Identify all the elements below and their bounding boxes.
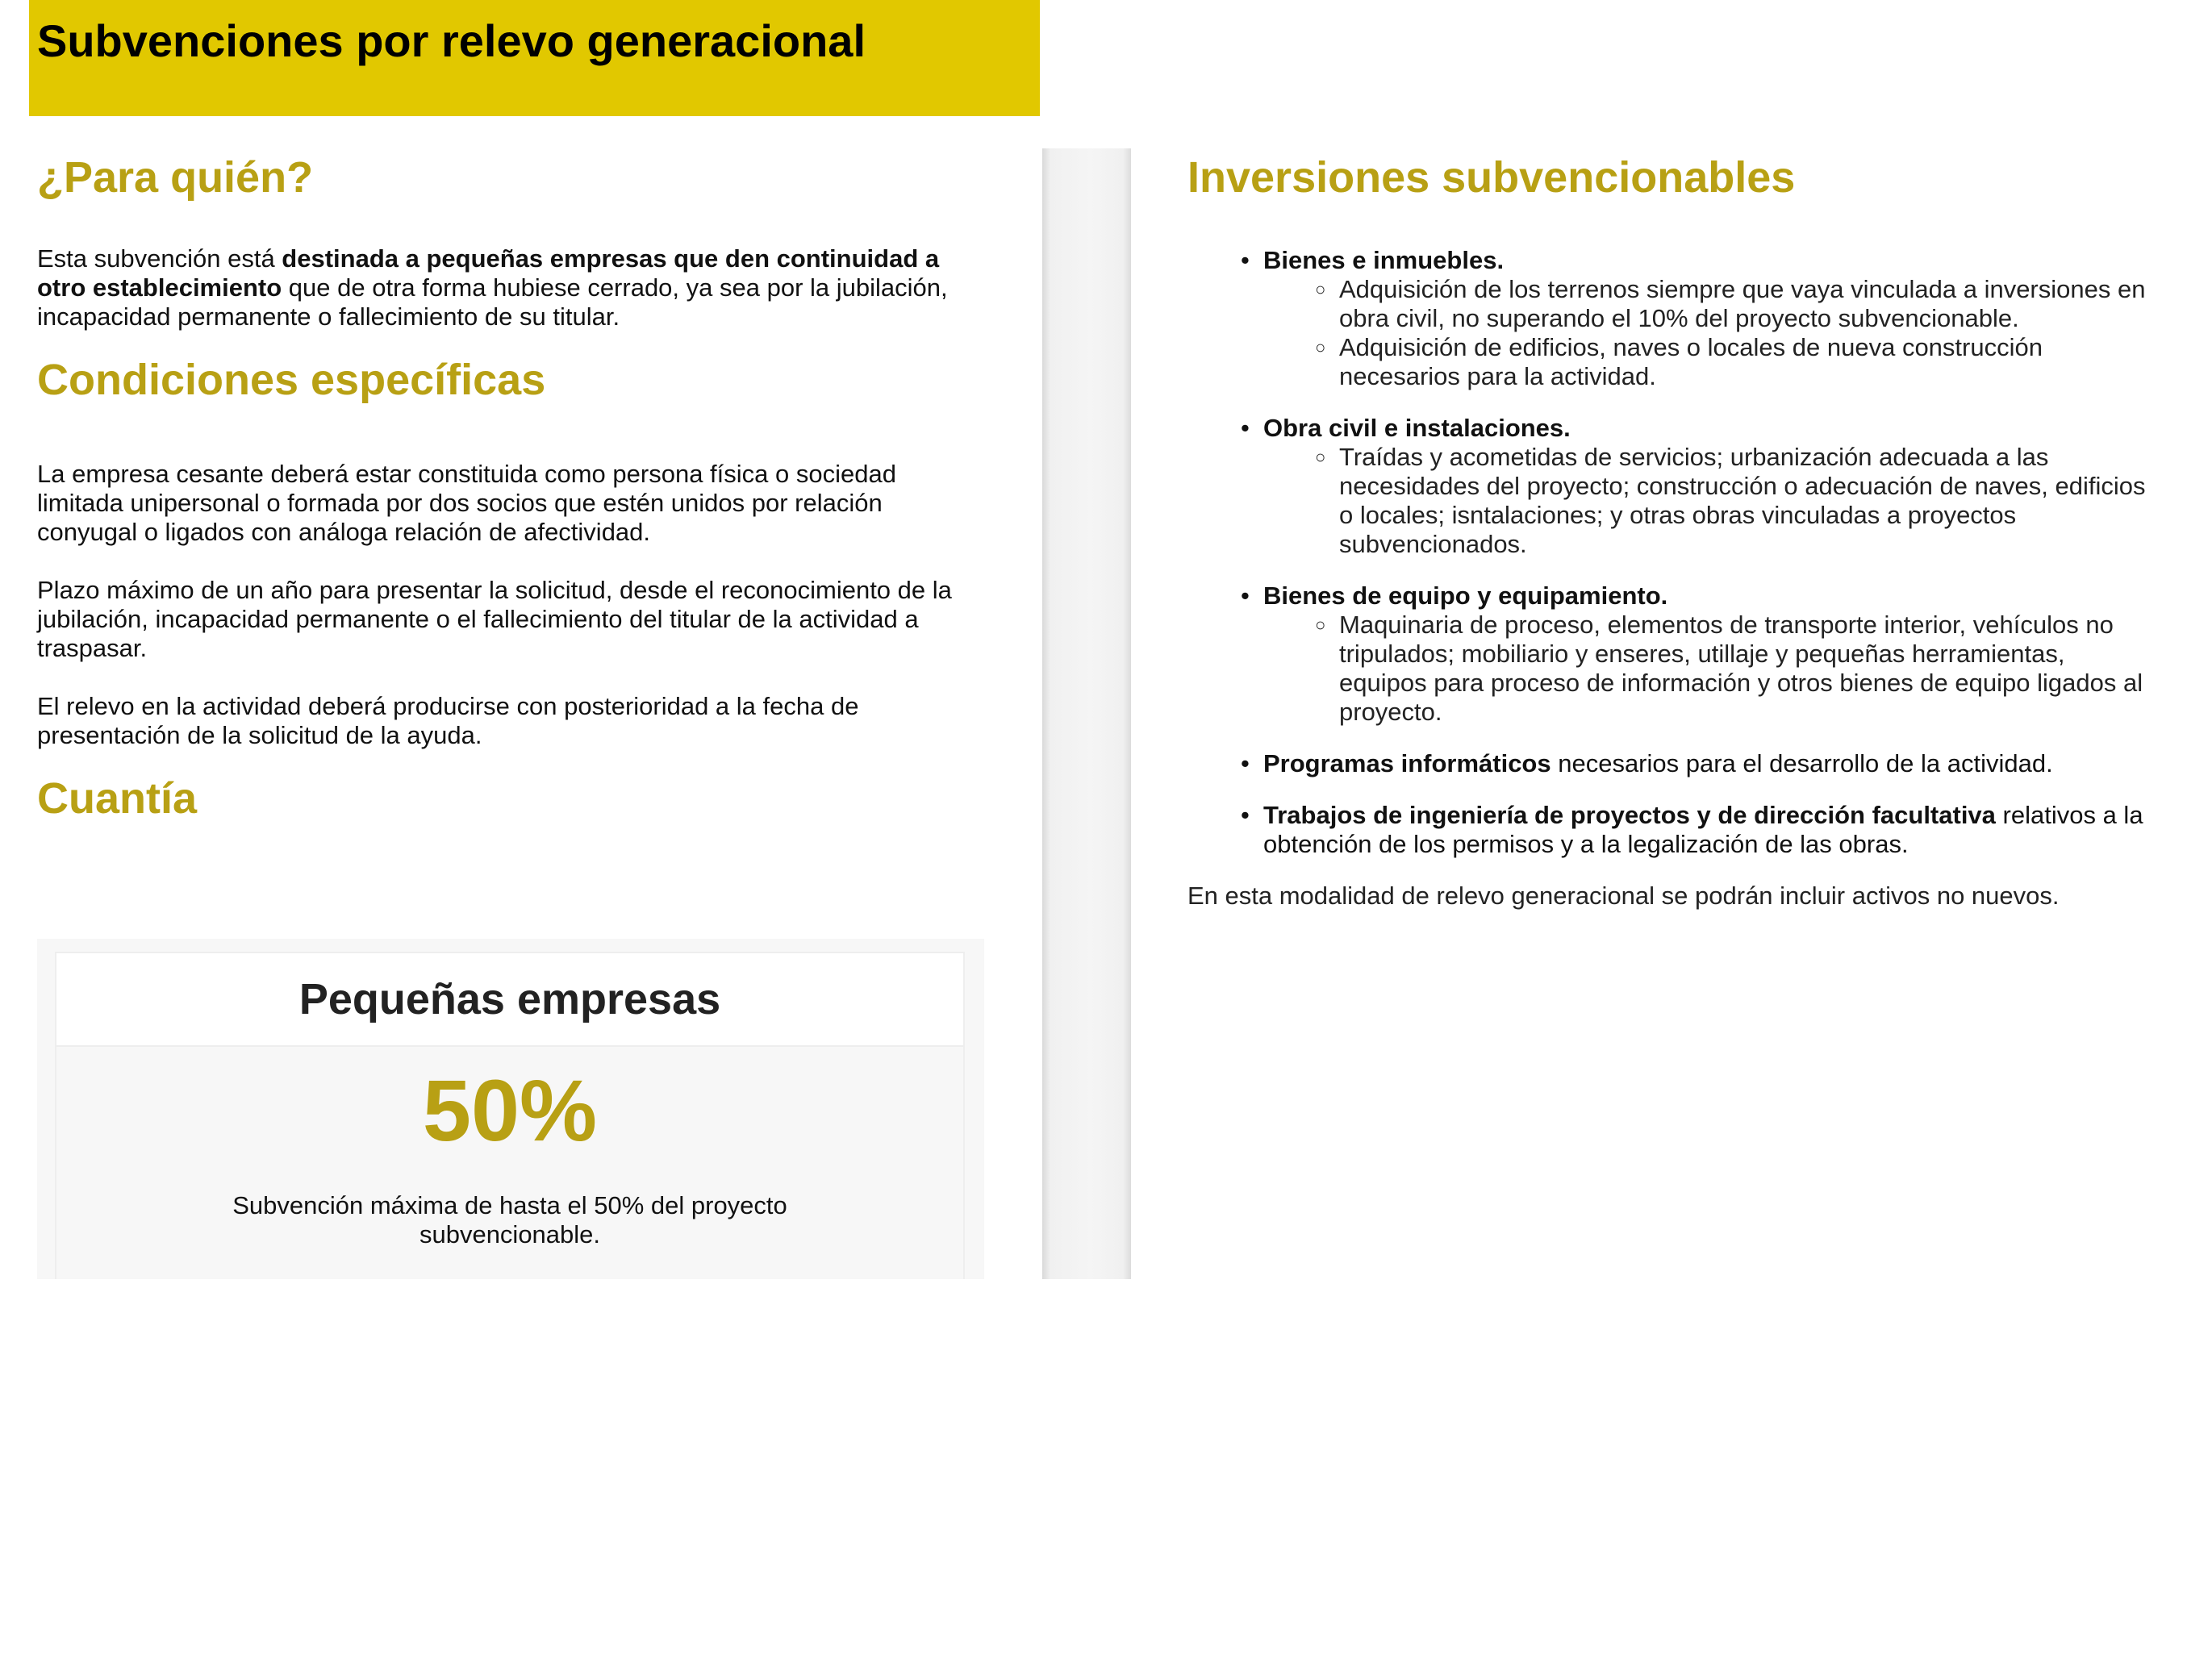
bullet-icon: • bbox=[1241, 245, 1250, 274]
sub-list bbox=[1263, 443, 2147, 559]
sub-list-item-text: Adquisición de edificios, naves o locales de nueva construcción necesarios para la actividad. bbox=[1339, 332, 2043, 390]
list-item-text: relativos a la obtención de los permisos y a la legalización de las obras. bbox=[1263, 800, 2143, 858]
sub-list-item bbox=[1263, 333, 2147, 391]
list-item bbox=[1187, 801, 2147, 859]
circle-bullet-icon: ○ bbox=[1315, 278, 1326, 299]
list-item-bold: Obra civil e instalaciones. bbox=[1263, 413, 1571, 442]
column-divider bbox=[1042, 148, 1131, 1279]
sub-list-item-text: Adquisición de los terrenos siempre que vaya vinculada a inversiones en obra civil, no superando el 10% del proyecto subvencionable. bbox=[1339, 274, 2146, 332]
pricing-card-percentage: 50% bbox=[422, 1061, 598, 1159]
right-column bbox=[1187, 152, 2147, 911]
sub-list-item bbox=[1263, 275, 2147, 333]
pricing-card bbox=[55, 952, 965, 1279]
pricing-card-header bbox=[56, 953, 963, 1047]
section-heading-cuantia: Cuantía bbox=[37, 773, 198, 823]
list-item-bold: Bienes de equipo y equipamiento. bbox=[1263, 581, 1668, 610]
condiciones-paragraph: El relevo en la actividad deberá producirse con posterioridad a la fecha de presentación de la solicitud de la ayuda. bbox=[37, 691, 859, 749]
investment-list bbox=[1187, 246, 2147, 859]
para-quien-text-prefix: Esta subvención está bbox=[37, 244, 282, 273]
section-heading-condiciones: Condiciones específicas bbox=[37, 355, 546, 404]
section-heading-inversiones: Inversiones subvencionables bbox=[1187, 153, 1796, 202]
list-item bbox=[1187, 749, 2147, 778]
condiciones-paragraph: Plazo máximo de un año para presentar la solicitud, desde el reconocimiento de la jubilación, incapacidad permanente o el fallecimiento del titular de la actividad a traspasar. bbox=[37, 575, 952, 662]
sub-list-item-text: Maquinaria de proceso, elementos de transporte interior, vehículos no tripulados; mobiliario y enseres, utillaje y pequeñas herramientas, equipos para proceso de información y otros bienes de equipo ligados al proyecto. bbox=[1339, 610, 2143, 726]
sub-list-item bbox=[1263, 611, 2147, 727]
sub-list-item bbox=[1263, 443, 2147, 559]
closing-paragraph: En esta modalidad de relevo generacional se podrán incluir activos no nuevos. bbox=[1187, 881, 2060, 910]
list-item bbox=[1187, 581, 2147, 727]
left-column bbox=[37, 152, 989, 824]
condiciones-paragraph: La empresa cesante deberá estar constituida como persona física o sociedad limitada unipersonal o formada por dos socios que estén unidos por relación conyugal o ligados con análoga relación de afectividad. bbox=[37, 459, 896, 546]
bullet-icon: • bbox=[1241, 413, 1250, 442]
para-quien-text-suffix: que de otra forma hubiese cerrado, ya sea por la jubilación, incapacidad permanente o fallecimiento de su titular. bbox=[37, 273, 948, 331]
circle-bullet-icon: ○ bbox=[1315, 614, 1326, 635]
bullet-icon: • bbox=[1241, 581, 1250, 610]
list-item bbox=[1187, 246, 2147, 391]
circle-bullet-icon: ○ bbox=[1315, 336, 1326, 357]
sub-list bbox=[1263, 611, 2147, 727]
cuantia-card-container bbox=[37, 939, 984, 1279]
sub-list bbox=[1263, 275, 2147, 391]
circle-bullet-icon: ○ bbox=[1315, 446, 1326, 467]
list-item-bold: Trabajos de ingeniería de proyectos y de dirección facultativa bbox=[1263, 800, 1996, 829]
para-quien-text-bold: destinada a pequeñas empresas que den continuidad a otro establecimiento bbox=[37, 244, 940, 302]
list-item-bold: Bienes e inmuebles. bbox=[1263, 245, 1505, 274]
sub-list-item-text: Traídas y acometidas de servicios; urbanización adecuada a las necesidades del proyecto; construcción o adecuación de naves, edificios o locales; isntalaciones; y otras obras vinculadas a proyectos subvencionados. bbox=[1339, 442, 2146, 558]
list-item-text: necesarios para el desarrollo de la actividad. bbox=[1550, 748, 2053, 777]
page-title: Subvenciones por relevo generacional bbox=[37, 15, 866, 66]
list-item-bold: Programas informáticos bbox=[1263, 748, 1551, 777]
pricing-card-title: Pequeñas empresas bbox=[298, 975, 721, 1023]
list-item bbox=[1187, 414, 2147, 559]
pricing-card-description: Subvención máxima de hasta el 50% del proyecto subvencionable. bbox=[232, 1190, 787, 1248]
bullet-icon: • bbox=[1241, 800, 1250, 829]
section-heading-para-quien: ¿Para quién? bbox=[37, 153, 314, 202]
para-quien-paragraph bbox=[37, 244, 989, 331]
bullet-icon: • bbox=[1241, 748, 1250, 777]
